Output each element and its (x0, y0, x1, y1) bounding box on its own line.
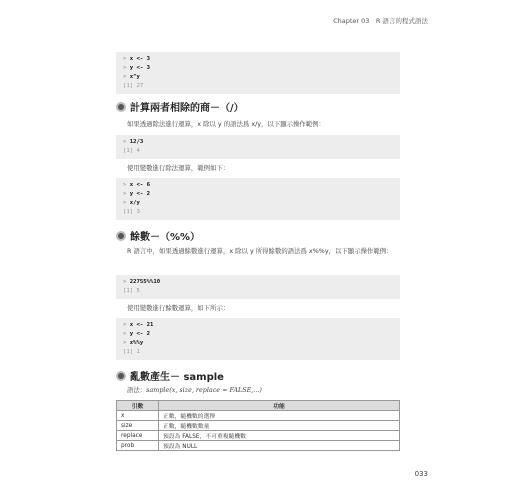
code-output: [1] 3 (123, 209, 140, 215)
code-output: [1] 27 (123, 83, 144, 89)
argument-table (116, 400, 400, 451)
code-line (123, 287, 393, 296)
code-command: x/y (129, 200, 140, 206)
code-line (123, 82, 393, 91)
code-block (116, 135, 400, 159)
code-line (123, 55, 393, 64)
running-header: Chapter 03 R 語言的程式語法 (333, 17, 428, 25)
table-cell: replace (117, 431, 159, 441)
table-cell: prob (117, 441, 159, 451)
syntax-line (127, 384, 409, 396)
column-header: 引數 (117, 401, 159, 411)
table-cell: 正數，隨機數的選擇 (159, 411, 400, 421)
code-command: x%%y (129, 340, 144, 346)
code-block (116, 52, 400, 94)
table-row (117, 431, 400, 441)
code-command: x <- 6 (129, 182, 150, 188)
code-command: x <- 3 (129, 56, 150, 62)
code-line (123, 138, 393, 147)
prompt-symbol: > (123, 65, 130, 71)
paragraph: 如果透過除法進行運算，x 除以 y 的語法爲 x/y，以下顯示操作範例： (127, 120, 325, 128)
code-command: x^y (129, 74, 140, 80)
prompt-symbol: > (123, 56, 130, 62)
code-line (123, 330, 393, 339)
code-line (123, 147, 393, 156)
code-line (123, 208, 393, 217)
bullet-icon (116, 231, 126, 241)
code-line (123, 73, 393, 82)
code-block (116, 275, 400, 299)
section-heading-sample (116, 368, 224, 383)
prompt-symbol: > (123, 322, 130, 328)
prompt-symbol: > (123, 182, 130, 188)
code-line (123, 339, 393, 348)
bullet-icon (116, 371, 126, 381)
prompt-symbol: > (123, 331, 130, 337)
table-header-row (117, 401, 400, 411)
code-line (123, 199, 393, 208)
code-output: [1] 1 (123, 349, 140, 355)
prompt-symbol: > (123, 200, 130, 206)
prompt-symbol: > (123, 279, 130, 285)
section-title: 計算兩者相除的商－（/） (130, 103, 244, 114)
table-cell: x (117, 411, 159, 421)
paragraph: 使用變數進行除法運算，範例如下： (127, 164, 230, 172)
syntax-code: sample(x, size, replace = FALSE,...) (146, 386, 262, 394)
code-line (123, 181, 393, 190)
section-heading-division (116, 99, 244, 114)
table-row (117, 441, 400, 451)
table-cell: 預設為 FALSE，不可重複隨機數 (159, 431, 400, 441)
code-command: y <- 3 (129, 65, 150, 71)
prompt-symbol: > (123, 191, 130, 197)
section-title: 餘數－（%%） (130, 232, 201, 243)
page-number: 033 (414, 470, 428, 478)
prompt-symbol: > (123, 139, 130, 145)
code-line (123, 278, 393, 287)
bullet-icon (116, 102, 126, 112)
code-block (116, 318, 400, 360)
syntax-label: 語法： (127, 386, 147, 394)
code-command: y <- 2 (129, 191, 150, 197)
code-command: y <- 2 (129, 331, 150, 337)
paragraph: R 語言中，如果透過餘數進行運算，x 除以 y 所得餘數的語法爲 x%%y，以下顯示操作範例： (127, 247, 393, 255)
table-cell: 預設為 NULL (159, 441, 400, 451)
code-command: 22755%%10 (129, 279, 161, 285)
code-line (123, 348, 393, 357)
table-cell: 正數，隨機數數量 (159, 421, 400, 431)
prompt-symbol: > (123, 74, 130, 80)
table-cell: size (117, 421, 159, 431)
code-line (123, 321, 393, 330)
code-command: 12/3 (129, 139, 144, 145)
code-line (123, 64, 393, 73)
code-command: x <- 21 (129, 322, 154, 328)
code-line (123, 190, 393, 199)
paragraph: 使用變數進行餘數運算，如下所示： (127, 304, 230, 312)
table-row (117, 411, 400, 421)
code-output: [1] 4 (123, 148, 140, 154)
section-heading-modulo (116, 228, 200, 243)
code-output: [1] 5 (123, 288, 140, 294)
table-row (117, 421, 400, 431)
code-block (116, 178, 400, 220)
column-header: 功能 (159, 401, 400, 411)
prompt-symbol: > (123, 340, 130, 346)
section-title: 亂數產生－ sample (130, 372, 224, 383)
